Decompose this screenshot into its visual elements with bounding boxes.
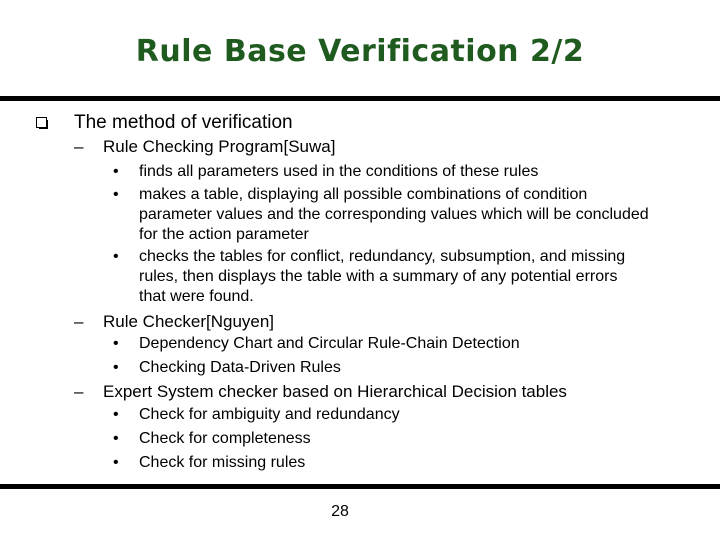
bullet-text: finds all parameters used in the conditions of these rules [139,163,539,180]
bullet-icon: • [113,248,119,265]
section-heading-nguyen: Rule Checker[Nguyen] [103,312,275,331]
section-heading-expert-system: Expert System checker based on Hierarchical Decision tables [103,382,567,401]
checkbox-bullet-icon [36,117,47,128]
bullet-text: checks the tables for conflict, redundancy, subsumption, and missing rules, then displays the table with a summary of any potential errors that were found. [139,248,626,305]
bullet-icon: • [113,163,119,180]
bullet-icon: • [113,406,119,423]
bullet-text: Check for completeness [139,430,311,447]
section-heading-suwa: Rule Checking Program[Suwa] [103,137,336,156]
bullet-text: makes a table, displaying all possible combinations of condition parameter values and the corresponding values which will be concluded for the action parameter [139,186,649,243]
level1-text: The method of verification [74,112,293,133]
bullet-icon: • [113,359,119,376]
bullet-icon: • [113,186,119,203]
bottom-divider [0,484,720,489]
bullet-text: Dependency Chart and Circular Rule-Chain Detection [139,335,520,352]
bullet-icon: • [113,430,119,447]
bullet-text: Check for ambiguity and redundancy [139,406,400,423]
bullet-text: Check for missing rules [139,454,306,471]
top-divider [0,96,720,101]
page-number: 28 [331,503,349,520]
dash-bullet-icon: – [74,382,84,401]
bullet-text: Checking Data-Driven Rules [139,359,341,376]
slide-title: Rule Base Verification 2/2 [135,34,585,69]
dash-bullet-icon: – [74,137,84,156]
dash-bullet-icon: – [74,312,84,331]
bullet-icon: • [113,335,119,352]
bullet-icon: • [113,454,119,471]
